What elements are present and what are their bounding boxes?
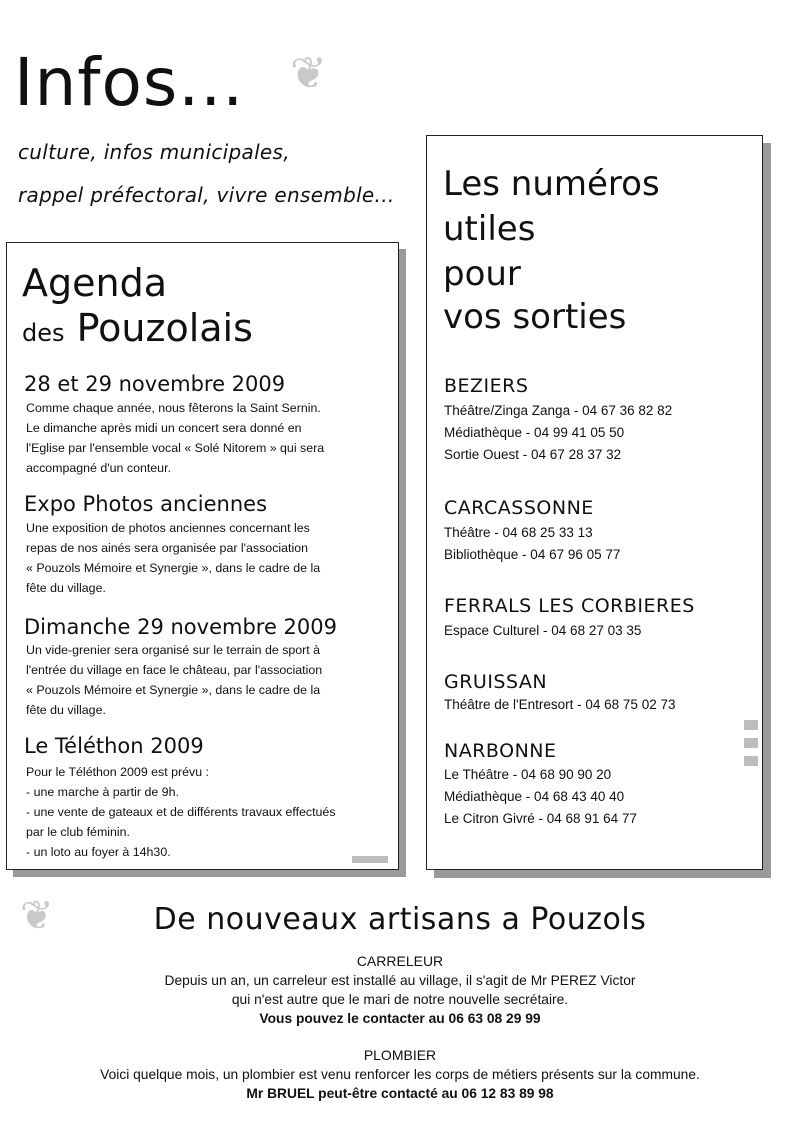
event-line: - une vente de gateaux et de différents travaux effectués [26, 805, 336, 819]
event-heading-vide-grenier: Dimanche 29 novembre 2009 [24, 615, 337, 639]
butterfly-icon: ❦ [290, 49, 327, 98]
numeros-title-3: pour [443, 254, 521, 294]
event-line: Une exposition de photos anciennes concernant les [26, 521, 310, 535]
city-narbonne: NARBONNE [444, 740, 557, 762]
phones-ferrals [444, 620, 641, 642]
event-line: Comme chaque année, nous fêterons la Saint Sernin. [26, 401, 321, 415]
phone-line: Espace Culturel - 04 68 27 03 35 [444, 623, 642, 638]
carreleur-section [0, 952, 800, 1028]
phone-line: Médiathèque - 04 99 41 05 50 [444, 425, 625, 440]
event-line: - une marche à partir de 9h. [26, 785, 179, 799]
phone-line: Sortie Ouest - 04 67 28 37 32 [444, 447, 622, 462]
decorative-mark [744, 756, 758, 766]
phone-line: Théâtre de l'Entresort - 04 68 75 02 73 [444, 697, 676, 712]
phone-line: Bibliothèque - 04 67 96 05 77 [444, 547, 621, 562]
page-title: Infos... [14, 44, 245, 121]
event-line: « Pouzols Mémoire et Synergie », dans le cadre de la [26, 561, 321, 575]
subtitle-line-2: rappel préfectoral, vivre ensemble... [18, 183, 395, 207]
decorative-mark [352, 856, 388, 863]
city-gruissan: GRUISSAN [444, 671, 548, 693]
event-line: « Pouzols Mémoire et Synergie », dans le cadre de la [26, 683, 321, 697]
carreleur-line-2: qui n'est autre que le mari de notre nouvelle secrétaire. [231, 992, 569, 1007]
carreleur-contact: Vous pouvez le contacter au 06 63 08 29 99 [259, 1011, 541, 1026]
event-line: fête du village. [26, 703, 106, 717]
event-heading-telethon: Le Téléthon 2009 [24, 734, 204, 758]
plombier-contact: Mr BRUEL peut-être contacté au 06 12 83 89 98 [246, 1086, 554, 1101]
event-line: Le dimanche après midi un concert sera donné en [26, 421, 302, 435]
subtitle-line-1: culture, infos municipales, [18, 140, 290, 164]
event-line: fête du village. [26, 581, 106, 595]
plombier-section [0, 1046, 800, 1103]
city-beziers: BEZIERS [444, 375, 529, 397]
phone-line: Théâtre - 04 68 25 33 13 [444, 525, 593, 540]
decorative-mark [744, 738, 758, 748]
decorative-mark [744, 720, 758, 730]
event-text-saint-sernin [26, 398, 375, 478]
carreleur-line-1: Depuis un an, un carreleur est installé au village, il s'agit de Mr PEREZ Victor [164, 973, 636, 988]
agenda-subtitle-pouzolais: Pouzolais [76, 306, 253, 350]
numeros-title-4: vos sorties [443, 297, 627, 337]
event-line: - un loto au foyer à 14h30. [26, 845, 171, 859]
event-line: l'entrée du village en face le château, par l'association [26, 663, 323, 677]
plombier-line-1: Voici quelque mois, un plombier est venu renforcer les corps de métiers présents sur la commune. [100, 1067, 700, 1082]
numeros-title-1: Les numéros [443, 164, 660, 204]
event-heading-saint-sernin: 28 et 29 novembre 2009 [24, 372, 286, 396]
plombier-heading: PLOMBIER [363, 1047, 437, 1063]
event-line: accompagné d'un conteur. [26, 461, 171, 475]
phones-beziers [444, 400, 672, 466]
artisans-title: De nouveaux artisans a Pouzols [153, 902, 647, 937]
carreleur-heading: CARRELEUR [356, 953, 444, 969]
phone-line: Le Théâtre - 04 68 90 90 20 [444, 767, 612, 782]
agenda-title: Agenda [22, 261, 167, 305]
city-carcassonne: CARCASSONNE [444, 497, 594, 519]
agenda-subtitle-des: des [22, 319, 65, 347]
event-line: Un vide-grenier sera organisé sur le terrain de sport à [26, 643, 321, 657]
event-line: par le club féminin. [26, 825, 130, 839]
phone-line: Théâtre/Zinga Zanga - 04 67 36 82 82 [444, 403, 673, 418]
phones-narbonne [444, 764, 637, 830]
event-line: Pour le Téléthon 2009 est prévu : [26, 765, 209, 779]
butterfly-icon: ❦ [20, 894, 54, 938]
event-line: repas de nos ainés sera organisée par l'association [26, 541, 309, 555]
event-text-vide-grenier [26, 640, 375, 720]
phone-line: Le Citron Givré - 04 68 91 64 77 [444, 811, 637, 826]
event-text-telethon [26, 762, 375, 862]
phones-gruissan [444, 694, 675, 716]
event-line: l'Eglise par l'ensemble vocal « Solé Nitorem » qui sera [26, 441, 325, 455]
event-heading-expo: Expo Photos anciennes [24, 492, 268, 516]
city-ferrals: FERRALS LES CORBIERES [444, 595, 695, 617]
event-text-expo [26, 518, 375, 598]
phones-carcassonne [444, 522, 620, 566]
agenda-subtitle [22, 308, 253, 350]
numeros-title-2: utiles [443, 209, 536, 249]
phone-line: Médiathèque - 04 68 43 40 40 [444, 789, 625, 804]
